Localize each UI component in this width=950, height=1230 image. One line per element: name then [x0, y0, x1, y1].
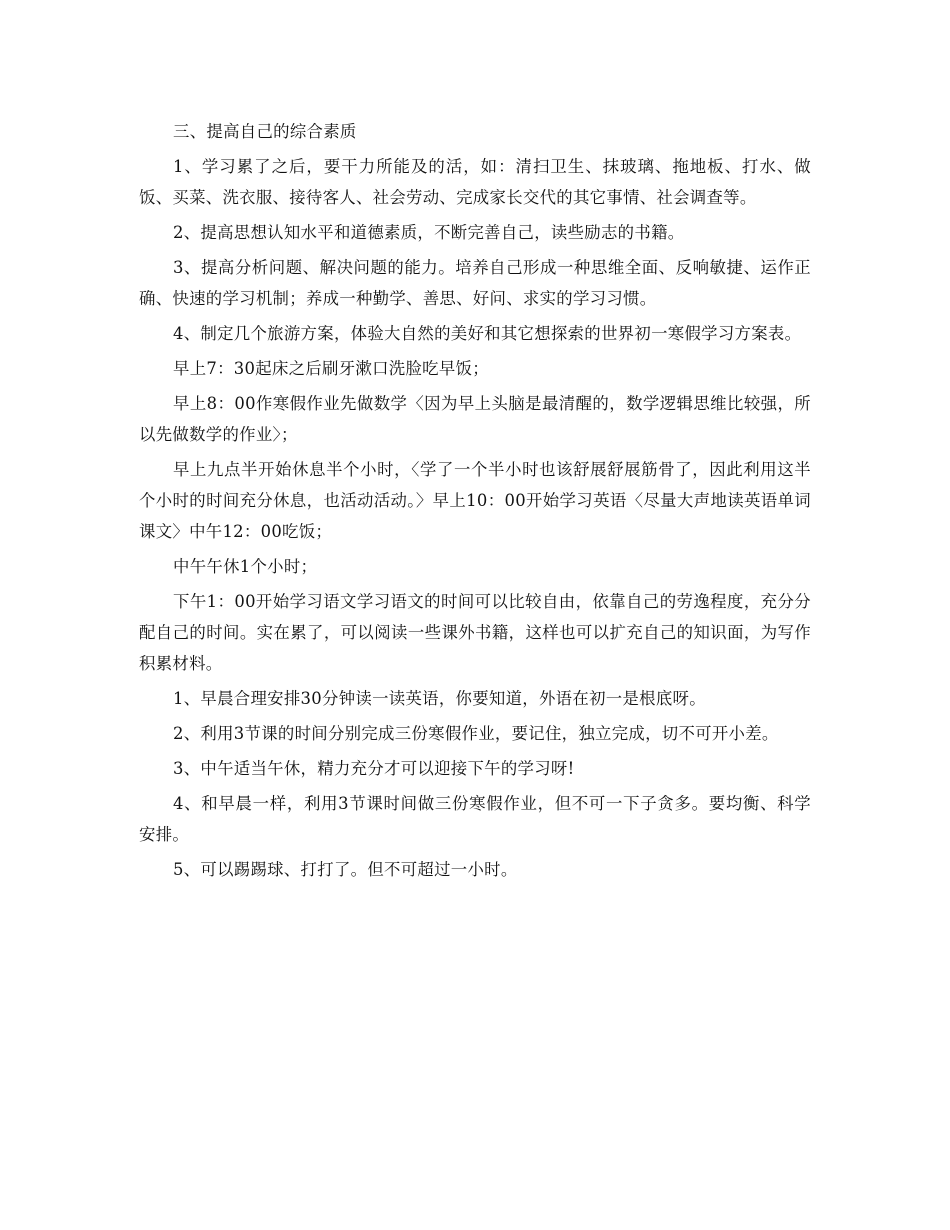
paragraph: 1、学习累了之后，要干力所能及的活，如：清扫卫生、抹玻璃、拖地板、打水、做饭、买菜、洗衣服、接待客人、社会劳动、完成家长交代的其它事情、社会调查等。 [139, 157, 811, 207]
paragraph: 早上8：00作寒假作业先做数学〈因为早上头脑是最清醒的，数学逻辑思维比较强，所以先做数学的作业〉； [139, 394, 811, 444]
paragraph: 4、制定几个旅游方案，体验大自然的美好和其它想探索的世界初一寒假学习方案表。 [173, 324, 802, 343]
paragraph: 早上九点半开始休息半个小时，〈学了一个半小时也该舒展舒展筋骨了，因此利用这半个小时的时间充分休息，也活动活动。〉早上10：00开始学习英语〈尽量大声地读英语单词课文〉中午12：00吃饭； [139, 460, 811, 541]
paragraph: 2、利用3节课的时间分别完成三份寒假作业，要记住，独立完成，切不可开小差。 [173, 724, 779, 743]
paragraph: 下午1：00开始学习语文学习语文的时间可以比较自由，依靠自己的劳逸程度，充分分配自己的时间。实在累了，可以阅读一些课外书籍，这样也可以扩充自己的知识面，为写作积累材料。 [139, 592, 811, 673]
paragraph: 1、早晨合理安排30分钟读一读英语，你要知道，外语在初一是根底呀。 [173, 689, 706, 708]
paragraph: 2、提高思想认知水平和道德素质，不断完善自己，读些励志的书籍。 [173, 223, 685, 242]
document-body [139, 116, 811, 889]
section-heading: 三、提高自己的综合素质 [173, 122, 357, 141]
paragraph: 中午午休1个小时； [173, 557, 318, 576]
paragraph: 5、可以踢踢球、打打了。但不可超过一小时。 [173, 860, 518, 879]
paragraph: 3、中午适当午休，精力充分才可以迎接下午的学习呀! [173, 759, 575, 778]
paragraph: 4、和早晨一样，利用3节课时间做三份寒假作业，但不可一下子贪多。要均衡、科学安排。 [139, 794, 811, 844]
paragraph: 早上7：30起床之后刷牙漱口洗脸吃早饭； [173, 359, 489, 378]
paragraph: 3、提高分析问题、解决问题的能力。培养自己形成一种思维全面、反响敏捷、运作正确、快速的学习机制；养成一种勤学、善思、好问、求实的学习习惯。 [139, 258, 811, 308]
